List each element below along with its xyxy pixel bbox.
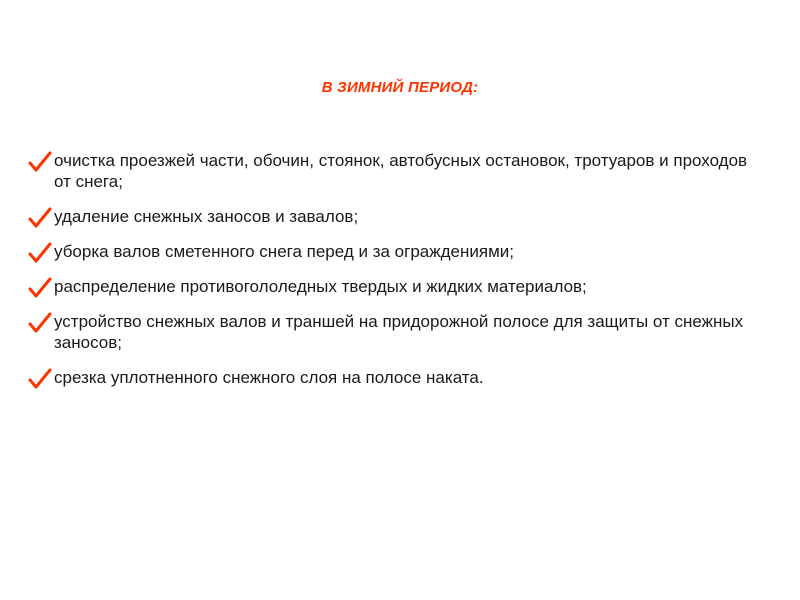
list-item — [28, 150, 768, 192]
list-item-text: устройство снежных валов и траншей на придорожной полосе для защиты от снежных заносов; — [54, 312, 744, 352]
list-item — [28, 206, 768, 227]
check-icon — [28, 277, 52, 299]
check-icon — [28, 242, 52, 264]
list-item-text: уборка валов сметенного снега перед и за ограждениями; — [54, 242, 514, 261]
check-icon — [28, 312, 52, 334]
check-icon — [28, 207, 52, 229]
list-item-text: удаление снежных заносов и завалов; — [54, 207, 359, 226]
check-icon — [28, 151, 52, 173]
list-item-text: распределение противогололедных твердых и жидких материалов; — [54, 277, 587, 296]
list-item — [28, 367, 768, 388]
check-icon — [28, 368, 52, 390]
list-item — [28, 311, 768, 353]
list-item-text: очистка проезжей части, обочин, стоянок, автобусных остановок, тротуаров и проходов от снега; — [54, 151, 748, 191]
list-item — [28, 241, 768, 262]
list-item-text: срезка уплотненного снежного слоя на полосе наката. — [54, 368, 484, 387]
list-item — [28, 276, 768, 297]
bullet-list — [28, 150, 768, 402]
slide-title: В ЗИМНИЙ ПЕРИОД: — [321, 79, 479, 96]
